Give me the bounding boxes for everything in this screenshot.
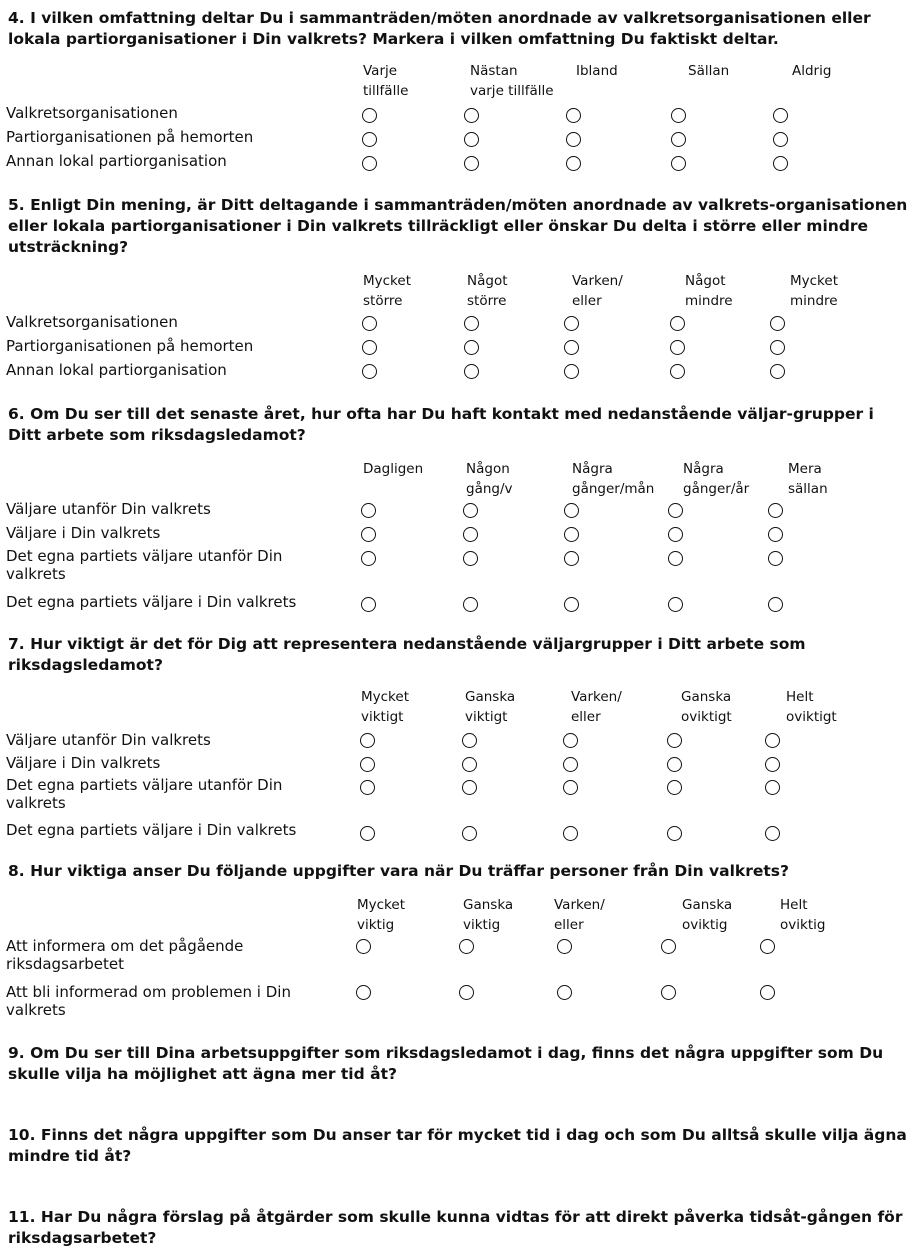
question-6-row-1-label-line-1: Väljare utanför Din valkrets: [6, 500, 211, 518]
question-6-row-3-option-3-radio[interactable]: [564, 551, 579, 566]
question-8-row-2-option-3-radio[interactable]: [557, 985, 572, 1000]
question-4-row-3-option-4-radio[interactable]: [671, 156, 686, 171]
question-5-row-3-option-1-radio[interactable]: [362, 364, 377, 379]
question-6-row-1-option-3-radio[interactable]: [564, 503, 579, 518]
question-8-row-1-option-3-radio[interactable]: [557, 939, 572, 954]
question-7-row-1-option-3-radio[interactable]: [563, 733, 578, 748]
question-7-row-3-label-line-2: valkrets: [6, 794, 66, 812]
question-9-text: 9. Om Du ser till Dina arbetsuppgifter som riksdagsledamot i dag, finns det några uppgifter som Du skulle vilja ha möjlighet att ägna mer tid åt?: [8, 1044, 884, 1083]
question-6-row-4-option-1-radio[interactable]: [361, 597, 376, 612]
question-5-row-2-option-1-radio[interactable]: [362, 340, 377, 355]
question-7-row-1-label: [6, 731, 346, 749]
question-5-row-3-label: [6, 361, 346, 379]
question-4-row-2-label-line-1: Partiorganisationen på hemorten: [6, 128, 254, 146]
question-8-row-2-option-1-radio[interactable]: [356, 985, 371, 1000]
question-4-row-1-option-2-radio[interactable]: [464, 108, 479, 123]
question-6-row-3-label-line-2: valkrets: [6, 565, 66, 583]
question-6-row-2-option-5-radio[interactable]: [768, 527, 783, 542]
question-8-row-1-label-line-2: riksdagsarbetet: [6, 955, 124, 973]
question-5-row-1-option-4-radio[interactable]: [670, 316, 685, 331]
question-7-option-5-label: Helt: [786, 689, 814, 705]
question-8-row-2-label: [6, 983, 346, 1019]
question-4-row-2-option-2-radio[interactable]: [464, 132, 479, 147]
question-6-option-1-label: Dagligen: [363, 461, 424, 477]
question-5-row-2-label-line-1: Partiorganisationen på hemorten: [6, 337, 254, 355]
question-8-row-1-label: [6, 937, 346, 973]
question-7-row-3-option-3-radio[interactable]: [563, 780, 578, 795]
question-4-row-2-label: [6, 128, 346, 146]
question-4-row-3-label: [6, 152, 346, 170]
question-4-row-1-option-3-radio[interactable]: [566, 108, 581, 123]
question-6-row-2-option-1-radio[interactable]: [361, 527, 376, 542]
question-7-row-3-option-5-radio[interactable]: [765, 780, 780, 795]
question-6-option-2-label: gång/v: [466, 481, 513, 497]
question-6-row-3-option-4-radio[interactable]: [668, 551, 683, 566]
question-5-option-4-label: mindre: [685, 293, 733, 309]
question-7-row-4-label-line-1: Det egna partiets väljare i Din valkrets: [6, 821, 297, 839]
question-8-option-2-label: Ganska: [463, 897, 514, 913]
question-7-option-3-label: eller: [571, 709, 601, 725]
question-11-text: 11. Har Du några förslag på åtgärder som skulle kunna vidtas för att direkt påverka tidsåt-gången för riksdagsarbetet?: [8, 1208, 903, 1247]
question-6-row-4-option-2-radio[interactable]: [463, 597, 478, 612]
question-5-row-1-option-5-radio[interactable]: [770, 316, 785, 331]
question-5-row-2-label: [6, 337, 346, 355]
question-5-row-2-option-3-radio[interactable]: [564, 340, 579, 355]
question-7-option-2-label: Ganska: [465, 689, 516, 705]
question-5-row-1-label: [6, 313, 346, 331]
question-4-option-1-label: tillfälle: [363, 83, 409, 99]
question-8-row-1-option-5-radio[interactable]: [760, 939, 775, 954]
question-7-row-4-option-3-radio[interactable]: [563, 826, 578, 841]
question-6-row-3-option-1-radio[interactable]: [361, 551, 376, 566]
question-6-option-4-label: Några: [683, 461, 724, 477]
question-6-row-2-option-2-radio[interactable]: [463, 527, 478, 542]
question-5-row-2-option-4-radio[interactable]: [670, 340, 685, 355]
question-4-row-1-label-line-1: Valkretsorganisationen: [6, 104, 178, 122]
question-5-row-2-option-2-radio[interactable]: [464, 340, 479, 355]
question-4-row-2-option-3-radio[interactable]: [566, 132, 581, 147]
question-4-row-2-option-5-radio[interactable]: [773, 132, 788, 147]
question-7-row-2-label-line-1: Väljare i Din valkrets: [6, 754, 161, 772]
question-7-option-4-label: Ganska: [681, 689, 732, 705]
question-7-row-3-label: [6, 776, 346, 812]
question-5-option-5-label: Mycket: [790, 273, 838, 289]
question-6-row-1-option-5-radio[interactable]: [768, 503, 783, 518]
question-6-option-2-label: Någon: [466, 461, 510, 477]
question-6-row-3-option-5-radio[interactable]: [768, 551, 783, 566]
question-7-row-2-option-3-radio[interactable]: [563, 757, 578, 772]
question-7-text: 7. Hur viktigt är det för Dig att representera nedanstående väljargrupper i Ditt arbete som riksdagsledamot?: [8, 635, 806, 674]
question-7-row-4-option-4-radio[interactable]: [667, 826, 682, 841]
question-6-row-2-label: [6, 524, 346, 542]
question-7-option-1-label: viktigt: [361, 709, 404, 725]
question-4-option-1-label: Varje: [363, 63, 398, 79]
question-5-row-3-option-2-radio[interactable]: [464, 364, 479, 379]
question-8-row-2-option-2-radio[interactable]: [459, 985, 474, 1000]
question-7-option-2-label: viktigt: [465, 709, 508, 725]
question-7-row-4-option-5-radio[interactable]: [765, 826, 780, 841]
question-5-option-4-label: Något: [685, 273, 726, 289]
question-8-option-4-label: Ganska: [682, 897, 733, 913]
question-6-row-3-label-line-1: Det egna partiets väljare utanför Din: [6, 547, 283, 565]
question-7-row-1-option-2-radio[interactable]: [462, 733, 477, 748]
question-5-option-5-label: mindre: [790, 293, 838, 309]
question-5-row-1-label-line-1: Valkretsorganisationen: [6, 313, 178, 331]
question-6-row-2-option-3-radio[interactable]: [564, 527, 579, 542]
question-7-row-4-option-2-radio[interactable]: [462, 826, 477, 841]
question-7-row-2-option-4-radio[interactable]: [667, 757, 682, 772]
question-8-text: 8. Hur viktiga anser Du följande uppgifter vara när Du träffar personer från Din valkrets?: [8, 862, 789, 880]
question-8-row-2-option-5-radio[interactable]: [760, 985, 775, 1000]
question-7-option-4-label: oviktigt: [681, 709, 732, 725]
question-6-option-4-label: gånger/år: [683, 481, 750, 497]
question-5-option-1-label: större: [363, 293, 403, 309]
question-6-row-4-option-3-radio[interactable]: [564, 597, 579, 612]
question-5-row-3-option-5-radio[interactable]: [770, 364, 785, 379]
question-7-option-1-label: Mycket: [361, 689, 409, 705]
question-7-option-5-label: oviktigt: [786, 709, 837, 725]
question-6-row-2-label-line-1: Väljare i Din valkrets: [6, 524, 161, 542]
question-5-row-3-label-line-1: Annan lokal partiorganisation: [6, 361, 227, 379]
question-5-text: 5. Enligt Din mening, är Ditt deltagande i sammanträden/möten anordnade av valkrets-organisationen eller lokala partiorganisationer i Din valkrets tillräckligt eller önskar Du delta i större eller mindre utsträckning?: [8, 196, 908, 256]
question-6-option-3-label: Några: [572, 461, 613, 477]
question-6-row-3-option-2-radio[interactable]: [463, 551, 478, 566]
question-4-option-3-label: Ibland: [576, 63, 618, 79]
question-6-row-1-option-2-radio[interactable]: [463, 503, 478, 518]
question-6-option-3-label: gånger/mån: [572, 481, 655, 497]
question-6-text: 6. Om Du ser till det senaste året, hur ofta har Du haft kontakt med nedanstående väljar-grupper i Ditt arbete som riksdagsledamot?: [8, 405, 874, 444]
question-8-option-4-label: oviktig: [682, 917, 728, 933]
question-7-row-2-label: [6, 754, 346, 772]
question-4-option-2-label: Nästan: [470, 63, 518, 79]
question-7-row-3-option-2-radio[interactable]: [462, 780, 477, 795]
question-6-row-4-option-4-radio[interactable]: [668, 597, 683, 612]
question-8-row-2-label-line-1: Att bli informerad om problemen i Din: [6, 983, 291, 1001]
question-8-row-1-label-line-1: Att informera om det pågående: [6, 937, 244, 955]
question-5-option-2-label: större: [467, 293, 507, 309]
question-4-row-1-option-4-radio[interactable]: [671, 108, 686, 123]
question-5-row-1-option-3-radio[interactable]: [564, 316, 579, 331]
question-8-row-2-label-line-2: valkrets: [6, 1001, 66, 1019]
question-4-row-2-option-1-radio[interactable]: [362, 132, 377, 147]
question-6-row-4-option-5-radio[interactable]: [768, 597, 783, 612]
question-8-option-1-label: Mycket: [357, 897, 405, 913]
question-6-row-4-label-line-1: Det egna partiets väljare i Din valkrets: [6, 593, 297, 611]
question-8-option-2-label: viktig: [463, 917, 501, 933]
question-4-option-2-label: varje tillfälle: [470, 83, 554, 99]
question-5-row-1-option-1-radio[interactable]: [362, 316, 377, 331]
question-6-row-4-label: [6, 593, 346, 611]
question-6-row-3-label: [6, 547, 346, 583]
question-7-row-2-option-1-radio[interactable]: [360, 757, 375, 772]
question-4-option-4-label: Sällan: [688, 63, 730, 79]
question-7-row-1-label-line-1: Väljare utanför Din valkrets: [6, 731, 211, 749]
question-8-option-5-label: oviktig: [780, 917, 826, 933]
question-10-text: 10. Finns det några uppgifter som Du anser tar för mycket tid i dag och som Du alltså skulle vilja ägna mindre tid åt?: [8, 1126, 907, 1165]
question-8-row-1-option-1-radio[interactable]: [356, 939, 371, 954]
question-6-row-1-option-4-radio[interactable]: [668, 503, 683, 518]
question-5-row-3-option-4-radio[interactable]: [670, 364, 685, 379]
question-8-row-1-option-2-radio[interactable]: [459, 939, 474, 954]
question-7-row-1-option-4-radio[interactable]: [667, 733, 682, 748]
question-4-row-1-label: [6, 104, 346, 122]
question-5-option-3-label: Varken/: [572, 273, 623, 289]
question-7-row-3-label-line-1: Det egna partiets väljare utanför Din: [6, 776, 283, 794]
question-8-row-1-option-4-radio[interactable]: [661, 939, 676, 954]
question-8-option-1-label: viktig: [357, 917, 395, 933]
question-5-row-3-option-3-radio[interactable]: [564, 364, 579, 379]
question-7-row-3-option-1-radio[interactable]: [360, 780, 375, 795]
question-7-option-3-label: Varken/: [571, 689, 622, 705]
question-5-option-1-label: Mycket: [363, 273, 411, 289]
question-8-option-3-label: eller: [554, 917, 584, 933]
question-6-row-2-option-4-radio[interactable]: [668, 527, 683, 542]
question-7-row-4-label: [6, 821, 346, 839]
question-7-row-1-option-5-radio[interactable]: [765, 733, 780, 748]
question-5-option-3-label: eller: [572, 293, 602, 309]
question-5-option-2-label: Något: [467, 273, 508, 289]
question-8-row-2-option-4-radio[interactable]: [661, 985, 676, 1000]
question-6-row-1-option-1-radio[interactable]: [361, 503, 376, 518]
question-4-text: 4. I vilken omfattning deltar Du i sammanträden/möten anordnade av valkretsorganisationen eller lokala partiorganisationer i Din valkrets? Markera i vilken omfattning Du faktiskt deltar.: [8, 9, 871, 48]
question-7-row-4-option-1-radio[interactable]: [360, 826, 375, 841]
question-6-row-1-label: [6, 500, 346, 518]
question-7-row-3-option-4-radio[interactable]: [667, 780, 682, 795]
question-4-row-3-option-5-radio[interactable]: [773, 156, 788, 171]
question-4-row-1-option-1-radio[interactable]: [362, 108, 377, 123]
question-7-row-2-option-2-radio[interactable]: [462, 757, 477, 772]
question-8-option-5-label: Helt: [780, 897, 808, 913]
question-7-row-2-option-5-radio[interactable]: [765, 757, 780, 772]
question-4-row-3-option-2-radio[interactable]: [464, 156, 479, 171]
question-6-option-5-label: sällan: [788, 481, 828, 497]
question-4-option-5-label: Aldrig: [792, 63, 832, 79]
question-5-row-2-option-5-radio[interactable]: [770, 340, 785, 355]
question-6-option-5-label: Mera: [788, 461, 822, 477]
question-7-row-1-option-1-radio[interactable]: [360, 733, 375, 748]
question-4-row-3-option-3-radio[interactable]: [566, 156, 581, 171]
question-4-row-3-label-line-1: Annan lokal partiorganisation: [6, 152, 227, 170]
question-8-option-3-label: Varken/: [554, 897, 605, 913]
question-5-row-1-option-2-radio[interactable]: [464, 316, 479, 331]
question-4-row-2-option-4-radio[interactable]: [671, 132, 686, 147]
question-4-row-3-option-1-radio[interactable]: [362, 156, 377, 171]
question-4-row-1-option-5-radio[interactable]: [773, 108, 788, 123]
